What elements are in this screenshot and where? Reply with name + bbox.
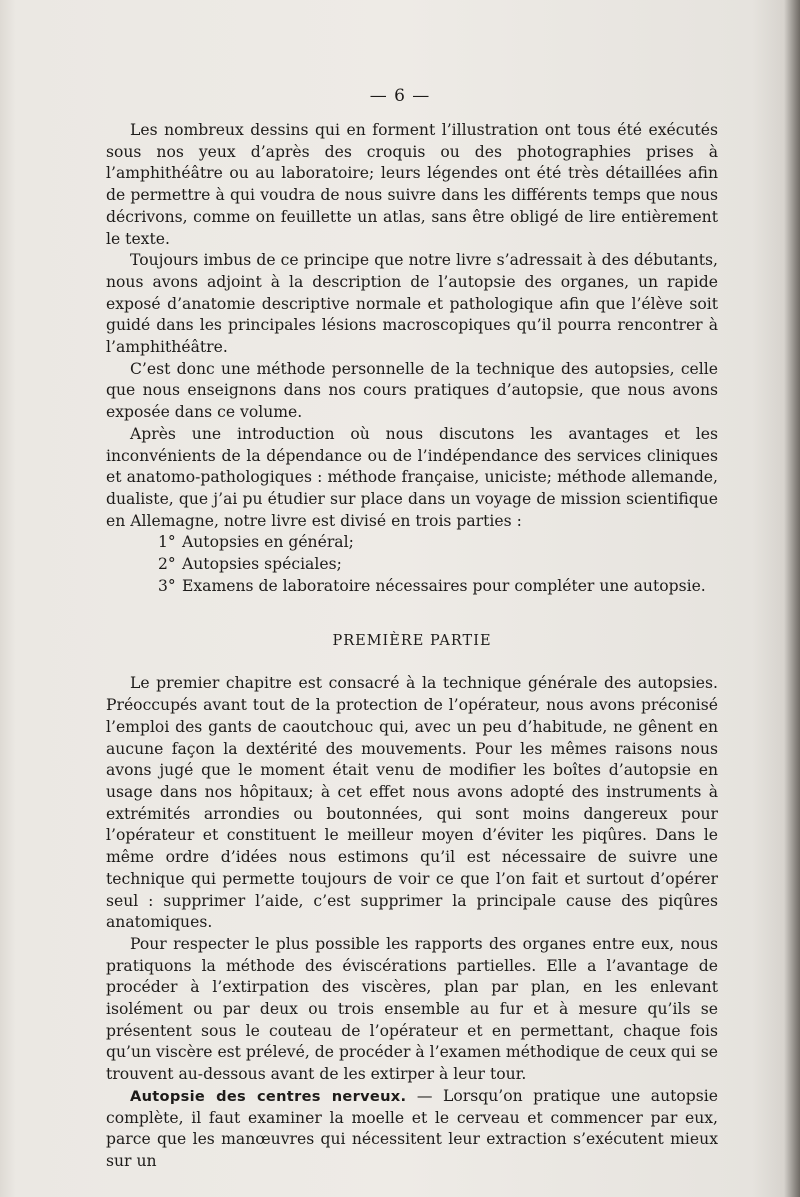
list-item [158, 576, 718, 598]
parts-list [106, 532, 718, 597]
page-edge-shadow [784, 0, 800, 1197]
list-item-text: Autopsies spéciales; [182, 555, 342, 574]
section-title: PREMIÈRE PARTIE [332, 633, 492, 650]
paragraph-nervous-centers [106, 1086, 718, 1173]
paragraph-illustrations: Les nombreux dessins qui en forment l’illustration ont tous été exécutés sous nos yeux d’après des croquis ou des photographies prises à l’amphithéâtre ou au laboratoire; leurs légendes ont été très détaillées afin de permettre à qui voudra de nous suivre dans les différents temps que nous décrivons, comme on feuillette un atlas, sans être obligé de lire entièrement le texte. [106, 121, 718, 248]
list-item-number: 1° [158, 533, 176, 552]
paragraph-eviscerations: Pour respecter le plus possible les rapports des organes entre eux, nous pratiquons la méthode des éviscérations partielles. Elle a l’avantage de procéder à l’extirpation des viscères, plan par plan, en les enlevant isolément ou par deux ou trois ensemble au fur et à mesure qu’ils se présentent sous le couteau de l’opérateur et en permettant, chaque fois qu’un viscère est prélevé, de procéder à l’examen méthodique de ceux qui se trouvent au-dessous avant de les extirper à leur tour. [106, 934, 718, 1084]
paragraph-text: — Lorsqu’on pratique une autopsie complète, il faut examiner la moelle et le cerveau et commencer par eux, parce que les manœuvres qui nécessitent leur extraction s’exécutent mieux sur un [106, 1086, 718, 1170]
list-item-number: 2° [158, 555, 176, 574]
paragraph-general-technique: Le premier chapitre est consacré à la technique générale des autopsies. Préoccupés avant tout de la protection de l’opérateur, nous avons préconisé l’emploi des gants de caoutchouc qui, avec un peu d’habitude, ne gênent en aucune façon la dextérité des mouvements. Pour les mêmes raisons nous avons jugé que le moment était venu de modifier les boîtes d’autopsie en usage dans nos hôpitaux; à cet effet nous avons adopté des instruments à extrémités arrondies ou boutonnées, qui sont moins dangereux pour l’opérateur et constituent le meilleur moyen d’éviter les piqûres. Dans le même ordre d’idées nous estimons qu’il est nécessaire de suivre une technique qui permette toujours de voir ce que l’on fait et surtout d’opérer seul : supprimer l’aide, c’est supprimer la principale cause des piqûres anatomiques. [106, 674, 718, 932]
paragraph-introduction: Après une introduction où nous discutons les avantages et les inconvénients de la dépendance ou de l’indépendance des services cliniques et anatomo-pathologiques : méthode française, uniciste; méthode allemande, dualiste, que j’ai pu étudier sur place dans un voyage de mission scientifique en Allemagne, notre livre est divisé en trois parties : [106, 424, 718, 530]
run-in-heading: Autopsie des centres nerveux. [130, 1087, 407, 1105]
list-item-text: Autopsies en général; [182, 533, 354, 552]
list-item [158, 554, 718, 576]
paragraph-beginners: Toujours imbus de ce principe que notre livre s’adressait à des débutants, nous avons adjoint à la description de l’autopsie des organes, un rapide exposé d’anatomie descriptive normale et pathologique afin que l’élève soit guidé dans les principales lésions macroscopiques qu’il pourra rencontrer à l’amphithéâtre. [106, 251, 718, 357]
page-number: — 6 — [369, 86, 431, 106]
list-item-text: Examens de laboratoire nécessaires pour compléter une autopsie. [182, 576, 706, 595]
list-item [158, 532, 718, 554]
paragraph-method: C’est donc une méthode personnelle de la technique des autopsies, celle que nous enseignons dans nos cours pratiques d’autopsie, que nous avons exposée dans ce volume. [106, 359, 718, 422]
list-item-number: 3° [158, 576, 176, 595]
text-body [106, 120, 718, 1173]
